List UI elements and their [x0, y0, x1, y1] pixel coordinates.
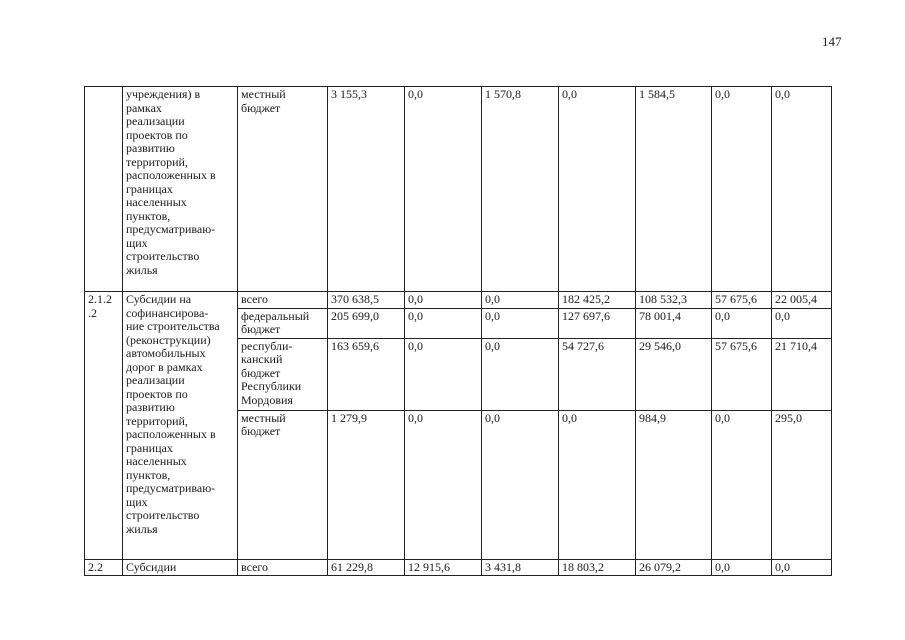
value-cell: 0,0	[559, 410, 636, 559]
value-cell: 61 229,8	[328, 559, 405, 576]
value-cell: 0,0	[712, 308, 772, 338]
value-cell: 0,0	[482, 338, 559, 410]
value-cell: 57 675,6	[712, 338, 772, 410]
table-row	[85, 559, 832, 576]
value-cell: 0,0	[772, 559, 832, 576]
budget-table	[84, 86, 832, 576]
value-cell: 3 431,8	[482, 559, 559, 576]
value-cell: 370 638,5	[328, 292, 405, 309]
funding-source: всего	[238, 559, 328, 576]
table-row	[85, 292, 832, 309]
value-cell: 295,0	[772, 410, 832, 559]
row-name: Субсидии	[123, 559, 238, 576]
value-cell: 0,0	[405, 87, 482, 292]
value-cell: 0,0	[712, 87, 772, 292]
value-cell: 0,0	[559, 87, 636, 292]
value-cell: 0,0	[482, 410, 559, 559]
value-cell: 26 079,2	[636, 559, 712, 576]
value-cell: 127 697,6	[559, 308, 636, 338]
value-cell: 0,0	[405, 308, 482, 338]
value-cell: 0,0	[712, 559, 772, 576]
value-cell: 22 005,4	[772, 292, 832, 309]
value-cell: 182 425,2	[559, 292, 636, 309]
value-cell: 0,0	[712, 410, 772, 559]
funding-source: республи- канский бюджет Республики Мордовия	[238, 338, 328, 410]
row-number	[85, 87, 123, 292]
value-cell: 3 155,3	[328, 87, 405, 292]
funding-source: федеральный бюджет	[238, 308, 328, 338]
value-cell: 1 584,5	[636, 87, 712, 292]
value-cell: 12 915,6	[405, 559, 482, 576]
row-number: 2.1.2 .2	[85, 292, 123, 560]
value-cell: 0,0	[772, 308, 832, 338]
value-cell: 54 727,6	[559, 338, 636, 410]
row-name: учреждения) в рамках реализации проектов по развитию территорий, расположенных в границах населенных пунктов, предусматриваю- щих строительство жилья	[123, 87, 238, 292]
value-cell: 1 279,9	[328, 410, 405, 559]
value-cell: 0,0	[405, 338, 482, 410]
page-number: 147	[822, 34, 842, 49]
row-name: Субсидии на софинансирова- ние строительства (реконструкции) автомобильных дорог в рамках реализации проектов по развитию территорий, расположенных в границах населенных пунктов, предусматриваю- щих строительство жилья	[123, 292, 238, 560]
value-cell: 205 699,0	[328, 308, 405, 338]
funding-source: всего	[238, 292, 328, 309]
value-cell: 0,0	[482, 308, 559, 338]
table-row	[85, 87, 832, 292]
value-cell: 0,0	[405, 410, 482, 559]
value-cell: 57 675,6	[712, 292, 772, 309]
value-cell: 0,0	[482, 292, 559, 309]
row-number: 2.2	[85, 559, 123, 576]
value-cell: 108 532,3	[636, 292, 712, 309]
value-cell: 1 570,8	[482, 87, 559, 292]
value-cell: 29 546,0	[636, 338, 712, 410]
value-cell: 984,9	[636, 410, 712, 559]
value-cell: 18 803,2	[559, 559, 636, 576]
value-cell: 163 659,6	[328, 338, 405, 410]
funding-source: местный бюджет	[238, 410, 328, 559]
value-cell: 78 001,4	[636, 308, 712, 338]
value-cell: 0,0	[405, 292, 482, 309]
value-cell: 21 710,4	[772, 338, 832, 410]
funding-source: местный бюджет	[238, 87, 328, 292]
value-cell: 0,0	[772, 87, 832, 292]
